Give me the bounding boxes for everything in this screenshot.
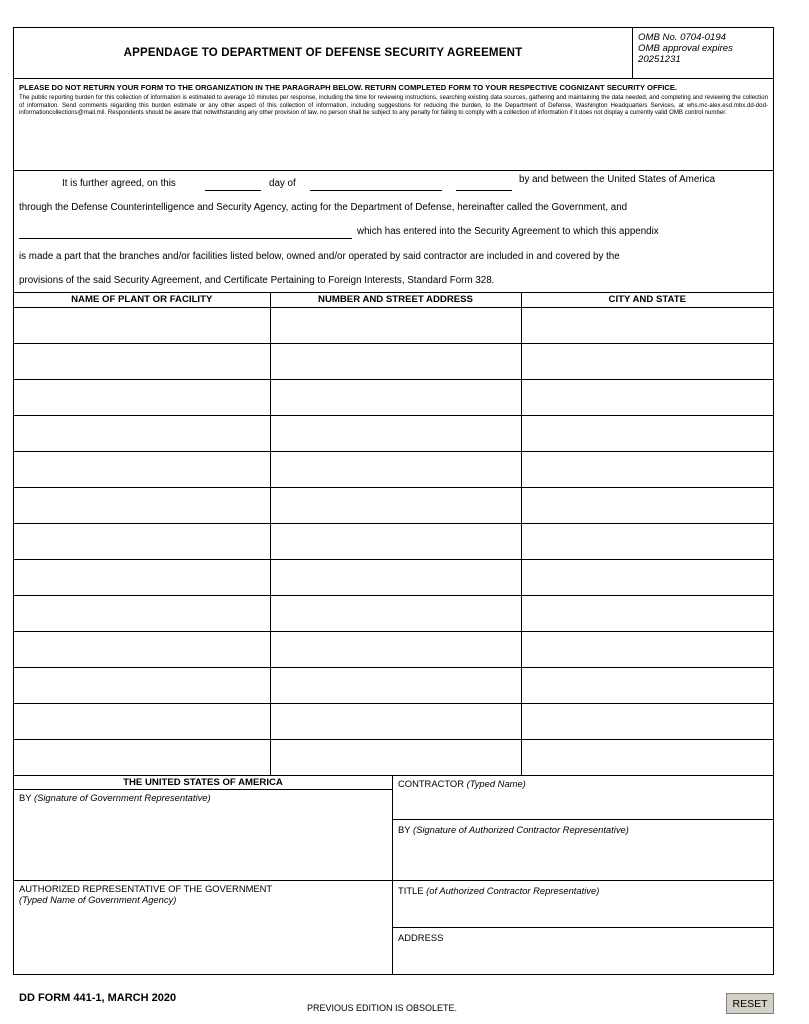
agreement-text	[14, 171, 773, 293]
city-state-cell[interactable]	[521, 631, 773, 667]
city-state-cell[interactable]	[521, 667, 773, 703]
column-header-address: NUMBER AND STREET ADDRESS	[270, 293, 521, 307]
gov-by-note: (Signature of Government Representative)	[33, 791, 211, 803]
form-identifier: DD FORM 441-1, MARCH 2020	[19, 992, 177, 1004]
contractor-signature-block	[393, 776, 773, 974]
burden-statement: The public reporting burden for this collection of information is estimated to average 10 minutes per response, including the time for reviewing instructions, searching existing data sources, gathering and maintaining the data needed, and completing and reviewing the collection of information. Send comments regarding this burden estimate or any other aspect of this collection of information, including suggestions for reducing the burden, to the Department of Defense, Washington Headquarters Services, at whs.mc-alex.esd.mbx.dd-dod-informationcollections@mail.mil. Respondents should be aware that notwithstanding any other provision of law, no person shall be subject to any penalty for failing to comply with a collection of information if it does not display a currently valid OMB control number.	[19, 94, 768, 117]
government-agency-label	[14, 881, 392, 907]
column-header-city-state: CITY AND STATE	[521, 293, 773, 307]
agreement-line-5: provisions of the said Security Agreement, and Certificate Pertaining to Foreign Interests, Standard Form 328.	[19, 275, 495, 286]
gov-auth-note: (Typed Name of Government Agency)	[19, 893, 177, 905]
facility-name-cell[interactable]	[14, 343, 270, 379]
month-field[interactable]	[310, 190, 442, 191]
city-state-cell[interactable]	[521, 595, 773, 631]
street-address-cell[interactable]	[270, 703, 521, 739]
facility-name-cell[interactable]	[14, 307, 270, 343]
table-row	[14, 487, 773, 523]
title-prefix: TITLE	[398, 884, 424, 896]
contractor-note: (Typed Name)	[466, 777, 526, 789]
table-row	[14, 739, 773, 775]
omb-expiration-label: OMB approval expires	[638, 43, 733, 54]
government-signature-block	[14, 776, 393, 974]
facility-name-cell[interactable]	[14, 703, 270, 739]
omb-number: OMB No. 0704-0194	[638, 32, 726, 43]
agreement-line-4: is made a part that the branches and/or facilities listed below, owned and/or operated by said contractor are included in and covered by the	[19, 251, 620, 262]
table-row	[14, 631, 773, 667]
agreement-line-1c: by and between the United States of America	[519, 174, 716, 185]
city-state-cell[interactable]	[521, 379, 773, 415]
privacy-notice	[14, 79, 773, 171]
facility-name-cell[interactable]	[14, 559, 270, 595]
city-state-cell[interactable]	[521, 523, 773, 559]
contractor-title-label	[393, 881, 773, 898]
form-title: APPENDAGE TO DEPARTMENT OF DEFENSE SECURITY AGREEMENT	[123, 47, 523, 59]
government-signature-label	[14, 790, 392, 805]
gov-auth-label: AUTHORIZED REPRESENTATIVE OF THE GOVERNMENT	[19, 882, 273, 894]
street-address-cell[interactable]	[270, 523, 521, 559]
table-row	[14, 595, 773, 631]
street-address-cell[interactable]	[270, 595, 521, 631]
facility-name-cell[interactable]	[14, 523, 270, 559]
contractor-signature-field[interactable]	[393, 819, 773, 880]
column-header-facility: NAME OF PLANT OR FACILITY	[14, 293, 270, 307]
signature-section	[14, 776, 773, 974]
facility-name-cell[interactable]	[14, 631, 270, 667]
contractor-signature-label	[393, 820, 773, 837]
government-signature-field[interactable]	[14, 790, 392, 880]
title-note: (of Authorized Contractor Representative)	[426, 884, 600, 896]
facility-name-cell[interactable]	[14, 487, 270, 523]
previous-edition-note: PREVIOUS EDITION IS OBSOLETE.	[307, 1003, 458, 1013]
omb-expiration-date: 20251231	[638, 54, 681, 65]
contractor-name-field[interactable]	[19, 238, 352, 239]
city-state-cell[interactable]	[521, 703, 773, 739]
omb-info	[632, 28, 773, 78]
street-address-cell[interactable]	[270, 415, 521, 451]
table-row	[14, 451, 773, 487]
street-address-cell[interactable]	[270, 667, 521, 703]
con-by-note: (Signature of Authorized Contractor Representative)	[412, 823, 629, 835]
street-address-cell[interactable]	[270, 379, 521, 415]
city-state-cell[interactable]	[521, 415, 773, 451]
government-heading: THE UNITED STATES OF AMERICA	[14, 776, 392, 790]
table-header-row	[14, 293, 773, 307]
facilities-table	[14, 293, 773, 776]
agreement-line-1a: It is further agreed, on this	[62, 178, 176, 189]
address-label: ADDRESS	[398, 931, 444, 943]
street-address-cell[interactable]	[270, 739, 521, 775]
street-address-cell[interactable]	[270, 559, 521, 595]
facility-name-cell[interactable]	[14, 379, 270, 415]
form-header	[14, 28, 773, 79]
government-agency-field[interactable]	[14, 880, 392, 974]
city-state-cell[interactable]	[521, 307, 773, 343]
form-container	[13, 27, 774, 975]
agreement-line-2: through the Defense Counterintelligence and Security Agency, acting for the Department of Defense, hereinafter called the Government, and	[19, 202, 628, 213]
facility-name-cell[interactable]	[14, 667, 270, 703]
agreement-line-1b: day of	[269, 178, 296, 189]
street-address-cell[interactable]	[270, 451, 521, 487]
facility-name-cell[interactable]	[14, 415, 270, 451]
city-state-cell[interactable]	[521, 343, 773, 379]
contractor-name-box[interactable]	[393, 776, 773, 819]
reset-button[interactable]: RESET	[726, 993, 774, 1014]
table-row	[14, 379, 773, 415]
table-row	[14, 667, 773, 703]
facility-name-cell[interactable]	[14, 595, 270, 631]
table-row	[14, 343, 773, 379]
city-state-cell[interactable]	[521, 559, 773, 595]
table-row	[14, 415, 773, 451]
day-field[interactable]	[205, 190, 261, 191]
table-row	[14, 703, 773, 739]
street-address-cell[interactable]	[270, 631, 521, 667]
contractor-label	[393, 776, 773, 791]
agreement-line-3: which has entered into the Security Agreement to which this appendix	[357, 226, 659, 237]
city-state-cell[interactable]	[521, 451, 773, 487]
table-row	[14, 559, 773, 595]
table-row	[14, 523, 773, 559]
con-by-prefix: BY	[398, 823, 411, 835]
table-row	[14, 307, 773, 343]
gov-by-prefix: BY	[19, 791, 32, 803]
return-warning: PLEASE DO NOT RETURN YOUR FORM TO THE ORGANIZATION IN THE PARAGRAPH BELOW. RETURN COMPLETED FORM TO YOUR RESPECTIVE COGNIZANT SECURITY OFFICE.	[19, 83, 678, 92]
contractor-address-field[interactable]	[393, 927, 773, 974]
facility-name-cell[interactable]	[14, 451, 270, 487]
street-address-cell[interactable]	[270, 307, 521, 343]
city-state-cell[interactable]	[521, 739, 773, 775]
street-address-cell[interactable]	[270, 487, 521, 523]
year-field[interactable]	[456, 190, 512, 191]
contractor-prefix: CONTRACTOR	[398, 777, 464, 789]
city-state-cell[interactable]	[521, 487, 773, 523]
street-address-cell[interactable]	[270, 343, 521, 379]
contractor-title-field[interactable]	[393, 880, 773, 927]
facility-name-cell[interactable]	[14, 739, 270, 775]
